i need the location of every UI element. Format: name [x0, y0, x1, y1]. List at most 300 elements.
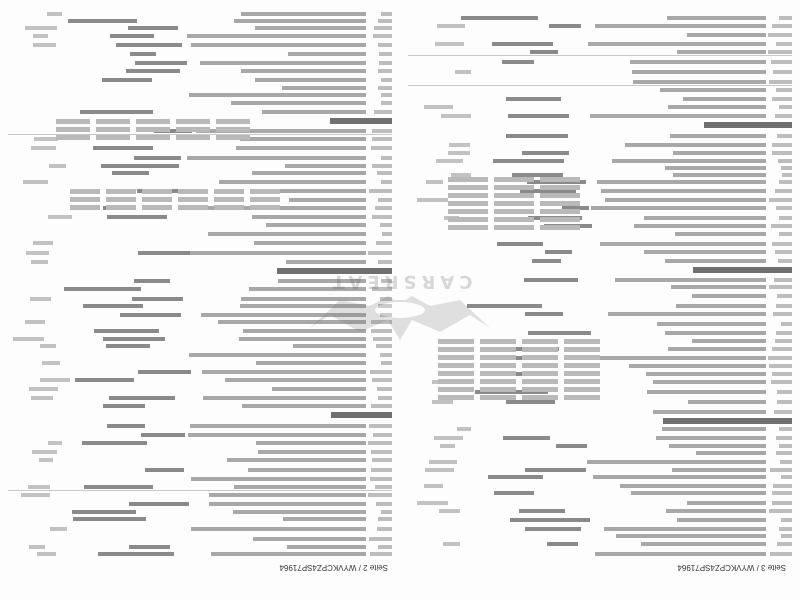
field-number	[776, 436, 792, 440]
form-line	[408, 49, 792, 54]
field-value	[488, 475, 543, 479]
field-number	[771, 380, 792, 384]
field-number	[772, 24, 792, 28]
table-cell	[564, 347, 600, 352]
form-line	[408, 500, 792, 505]
field-number	[781, 534, 792, 538]
field-unit	[48, 215, 71, 219]
field-label	[255, 78, 366, 82]
field-label	[255, 26, 366, 30]
table-cell	[438, 395, 474, 400]
field-number	[777, 134, 792, 138]
field-unit	[448, 151, 470, 155]
field-label	[666, 509, 766, 513]
field-unit	[440, 444, 455, 448]
field-unit	[437, 24, 464, 28]
field-label	[605, 198, 766, 202]
table-cell	[448, 217, 488, 222]
field-label	[672, 468, 766, 472]
field-value	[138, 370, 190, 374]
field-number	[773, 312, 792, 316]
field-number	[778, 259, 792, 263]
field-number	[374, 26, 392, 30]
field-number	[773, 70, 792, 74]
table-cell	[216, 119, 250, 124]
field-value	[132, 297, 183, 301]
field-value	[112, 171, 150, 175]
form-line	[8, 60, 392, 65]
section-heading	[663, 418, 792, 424]
section-heading	[704, 122, 792, 128]
field-unit	[441, 114, 471, 118]
watermark-logo	[300, 240, 500, 350]
table-cell	[540, 193, 580, 198]
field-label	[646, 372, 766, 376]
field-value	[556, 444, 587, 448]
field-number	[368, 493, 392, 497]
field-number	[368, 441, 392, 445]
field-label	[188, 433, 366, 437]
field-unit	[13, 337, 44, 341]
table-cell	[540, 217, 580, 222]
field-label	[588, 42, 766, 46]
field-value	[68, 19, 138, 23]
form-line	[8, 109, 392, 114]
table-cell	[448, 209, 488, 214]
field-label	[647, 390, 766, 394]
table-cell	[448, 193, 488, 198]
field-label	[191, 477, 366, 481]
table-cell	[448, 177, 488, 182]
table-cell	[214, 197, 244, 202]
field-value	[107, 215, 166, 219]
field-label	[253, 537, 366, 541]
field-label	[252, 215, 366, 219]
field-label	[653, 410, 766, 414]
table-cell	[106, 205, 136, 210]
table-cell	[214, 205, 244, 210]
table-cell	[480, 363, 516, 368]
field-number	[376, 502, 392, 506]
field-label	[671, 285, 766, 289]
field-label	[191, 527, 366, 531]
form-line	[8, 377, 392, 382]
form-line	[408, 450, 792, 455]
field-label	[665, 166, 766, 170]
table-cell	[564, 363, 600, 368]
field-unit	[429, 460, 457, 464]
field-number	[381, 361, 392, 365]
table-cell	[56, 127, 90, 132]
field-label	[191, 43, 366, 47]
field-value	[128, 26, 179, 30]
field-label	[692, 339, 766, 343]
field-value	[135, 61, 187, 65]
field-label	[236, 146, 366, 150]
form-line	[8, 501, 392, 506]
table-cell	[136, 119, 170, 124]
field-number	[779, 232, 792, 236]
field-label	[219, 180, 366, 184]
field-number	[779, 444, 792, 448]
table-cell	[540, 209, 580, 214]
field-number	[372, 137, 392, 141]
field-label	[631, 491, 766, 495]
field-label	[190, 424, 366, 428]
form-line	[8, 369, 392, 374]
field-label	[289, 198, 366, 202]
form-line	[408, 113, 792, 118]
field-label	[189, 93, 366, 97]
field-label	[668, 347, 766, 351]
field-unit	[457, 427, 471, 431]
form-line	[408, 158, 792, 163]
field-value	[73, 517, 146, 521]
field-label	[675, 232, 766, 236]
form-line	[408, 517, 792, 522]
field-number	[775, 189, 792, 193]
field-unit	[455, 70, 471, 74]
field-unit	[33, 43, 56, 47]
field-value	[134, 279, 170, 283]
field-number	[381, 93, 392, 97]
field-label	[587, 460, 766, 464]
field-label	[615, 278, 766, 282]
field-label	[272, 387, 366, 391]
field-number	[776, 206, 792, 210]
field-label	[669, 444, 766, 448]
field-unit	[49, 164, 66, 168]
field-label	[634, 224, 766, 228]
field-unit	[30, 297, 51, 301]
table-cell	[522, 339, 558, 344]
field-value	[98, 552, 174, 556]
field-number	[775, 250, 792, 254]
form-line	[8, 551, 392, 556]
table-cell	[106, 197, 136, 202]
field-label	[202, 370, 366, 374]
form-line	[8, 386, 392, 391]
table-cell	[494, 177, 534, 182]
field-label	[670, 134, 766, 138]
field-number	[779, 216, 792, 220]
table-cell	[564, 355, 600, 360]
field-value	[141, 433, 186, 437]
field-value	[146, 468, 185, 472]
field-number	[775, 114, 792, 118]
field-number	[770, 468, 792, 472]
field-label	[653, 380, 766, 384]
field-unit	[32, 450, 57, 454]
page-3-header: Seite 3 / WYVKCPZ4SP71964	[677, 563, 786, 572]
field-unit	[436, 159, 462, 163]
field-label	[282, 86, 366, 90]
divider	[408, 55, 792, 56]
table-cell	[522, 355, 558, 360]
field-unit	[40, 378, 70, 382]
field-number	[372, 458, 392, 462]
table-cell	[564, 339, 600, 344]
table-cell	[142, 189, 172, 194]
field-label	[231, 101, 366, 105]
field-value	[492, 42, 552, 46]
field-value	[524, 278, 578, 282]
field-label	[696, 451, 766, 455]
field-label	[189, 353, 366, 357]
field-label	[590, 114, 766, 118]
field-number	[776, 88, 792, 92]
field-unit	[34, 137, 58, 141]
field-unit	[424, 105, 453, 109]
field-unit	[31, 260, 48, 264]
field-label	[673, 173, 766, 177]
field-label	[673, 151, 766, 155]
table-cell	[216, 127, 250, 132]
field-unit	[443, 542, 460, 546]
field-label	[262, 110, 366, 114]
table-cell	[540, 177, 580, 182]
field-number	[781, 166, 792, 170]
field-number	[772, 151, 792, 155]
field-number	[380, 223, 392, 227]
field-unit	[33, 34, 48, 38]
field-number	[371, 404, 392, 408]
field-unit	[23, 180, 49, 184]
table-cell	[540, 201, 580, 206]
field-label	[644, 250, 766, 254]
field-value	[493, 159, 564, 163]
field-number	[369, 189, 392, 193]
field-label	[211, 552, 366, 556]
field-label	[687, 501, 766, 505]
form-line	[8, 231, 392, 236]
field-label	[258, 450, 366, 454]
field-value	[64, 287, 141, 291]
field-number	[768, 50, 792, 54]
field-unit	[26, 251, 49, 255]
field-value	[116, 43, 182, 47]
field-label	[660, 88, 766, 92]
field-number	[777, 390, 792, 394]
field-number	[370, 370, 392, 374]
field-label	[266, 223, 366, 227]
form-line	[8, 170, 392, 175]
field-label	[241, 69, 366, 73]
field-number	[381, 180, 392, 184]
table-cell	[494, 185, 534, 190]
field-value	[93, 146, 153, 150]
field-value	[106, 344, 150, 348]
field-value	[129, 502, 189, 506]
field-label	[665, 331, 766, 335]
field-unit	[417, 198, 448, 202]
field-unit	[426, 180, 444, 184]
form-line	[8, 440, 392, 445]
field-number	[777, 400, 792, 404]
table-cell	[176, 119, 210, 124]
table-cell	[176, 135, 210, 140]
field-number	[381, 12, 392, 16]
form-line	[408, 551, 792, 556]
field-number	[378, 69, 392, 73]
table-cell	[106, 189, 136, 194]
form-line	[408, 23, 792, 28]
form-line	[408, 41, 792, 46]
field-number	[369, 424, 392, 428]
field-number	[779, 527, 792, 531]
field-value	[103, 337, 164, 341]
table-cell	[70, 205, 100, 210]
field-label	[233, 510, 366, 514]
form-line	[408, 541, 792, 546]
page-2-header: Seite 2 / WYVKCPZ4SP71964	[279, 563, 388, 572]
field-label	[677, 50, 766, 54]
field-label	[667, 16, 766, 20]
field-number	[772, 97, 792, 101]
form-line	[8, 214, 392, 219]
field-number	[380, 353, 392, 357]
table-cell	[540, 225, 580, 230]
table-cell	[56, 135, 90, 140]
field-label	[208, 232, 366, 236]
form-line	[8, 18, 392, 23]
field-label	[676, 304, 766, 308]
field-number	[370, 552, 392, 556]
field-number	[375, 206, 392, 210]
table-cell	[70, 189, 100, 194]
form-line	[8, 77, 392, 82]
field-label	[596, 356, 766, 360]
watermark-bat-icon	[300, 290, 500, 350]
form-line	[8, 100, 392, 105]
table-cell	[522, 379, 558, 384]
field-value	[510, 518, 590, 522]
form-line	[8, 68, 392, 73]
field-label	[256, 361, 366, 365]
form-line	[408, 526, 792, 531]
field-value	[75, 378, 134, 382]
field-number	[371, 146, 392, 150]
field-number	[771, 224, 792, 228]
table-cell	[494, 217, 534, 222]
form-line	[408, 467, 792, 472]
field-value	[138, 251, 190, 255]
table-cell	[480, 387, 516, 392]
field-value	[530, 50, 559, 54]
field-label	[241, 12, 366, 16]
field-unit	[29, 545, 45, 549]
form-line	[8, 403, 392, 408]
field-label	[227, 458, 366, 462]
form-line	[8, 92, 392, 97]
table-cell	[142, 197, 172, 202]
field-number	[374, 110, 392, 114]
table-cell	[448, 185, 488, 190]
field-label	[256, 441, 366, 445]
form-line	[8, 163, 392, 168]
field-number	[772, 491, 792, 495]
form-line	[408, 483, 792, 488]
field-label	[688, 400, 766, 404]
table-cell	[480, 355, 516, 360]
field-unit	[33, 241, 53, 245]
form-line	[8, 155, 392, 160]
field-unit	[29, 387, 59, 391]
field-number	[776, 42, 792, 46]
table-cell	[564, 387, 600, 392]
form-line	[8, 25, 392, 30]
table-cell	[70, 197, 100, 202]
field-number	[379, 52, 392, 56]
form-line	[8, 492, 392, 497]
field-number	[769, 80, 792, 84]
field-number	[769, 285, 792, 289]
field-number	[775, 339, 792, 343]
field-value	[120, 313, 181, 317]
field-number	[777, 542, 792, 546]
field-label	[249, 468, 367, 472]
field-number	[371, 468, 392, 472]
field-value	[107, 424, 144, 428]
form-line	[408, 104, 792, 109]
form-line	[8, 526, 392, 531]
watermark-text: CARSREAT	[327, 271, 473, 292]
table-cell	[480, 395, 516, 400]
field-value	[503, 436, 550, 440]
field-label	[687, 33, 766, 37]
table-cell	[136, 135, 170, 140]
form-line	[408, 32, 792, 37]
field-number	[779, 16, 792, 20]
field-label	[287, 545, 366, 549]
field-label	[629, 364, 766, 368]
form-line	[408, 490, 792, 495]
field-number	[780, 105, 793, 109]
field-number	[768, 356, 792, 360]
field-value	[549, 24, 581, 28]
field-value	[109, 396, 175, 400]
form-line	[408, 165, 792, 170]
field-label	[677, 518, 766, 522]
table-cell	[136, 127, 170, 132]
field-number	[776, 451, 792, 455]
field-value	[522, 151, 570, 155]
field-label	[187, 34, 366, 38]
form-line	[408, 231, 792, 236]
field-value	[525, 312, 563, 316]
section-heading	[330, 118, 392, 124]
field-label	[234, 19, 366, 23]
field-label	[662, 427, 766, 431]
form-line	[408, 409, 792, 414]
field-number	[776, 331, 792, 335]
form-line	[408, 426, 792, 431]
field-label	[668, 105, 766, 109]
field-number	[772, 347, 792, 351]
form-line	[8, 51, 392, 56]
table-cell	[250, 205, 280, 210]
field-number	[774, 410, 792, 414]
field-label	[692, 294, 766, 298]
field-label	[187, 156, 366, 160]
field-number	[372, 164, 392, 168]
table-cell	[438, 363, 474, 368]
table-cell	[178, 189, 208, 194]
field-number	[770, 552, 792, 556]
field-label	[641, 542, 766, 546]
field-value	[110, 34, 154, 38]
field-value	[129, 545, 170, 549]
